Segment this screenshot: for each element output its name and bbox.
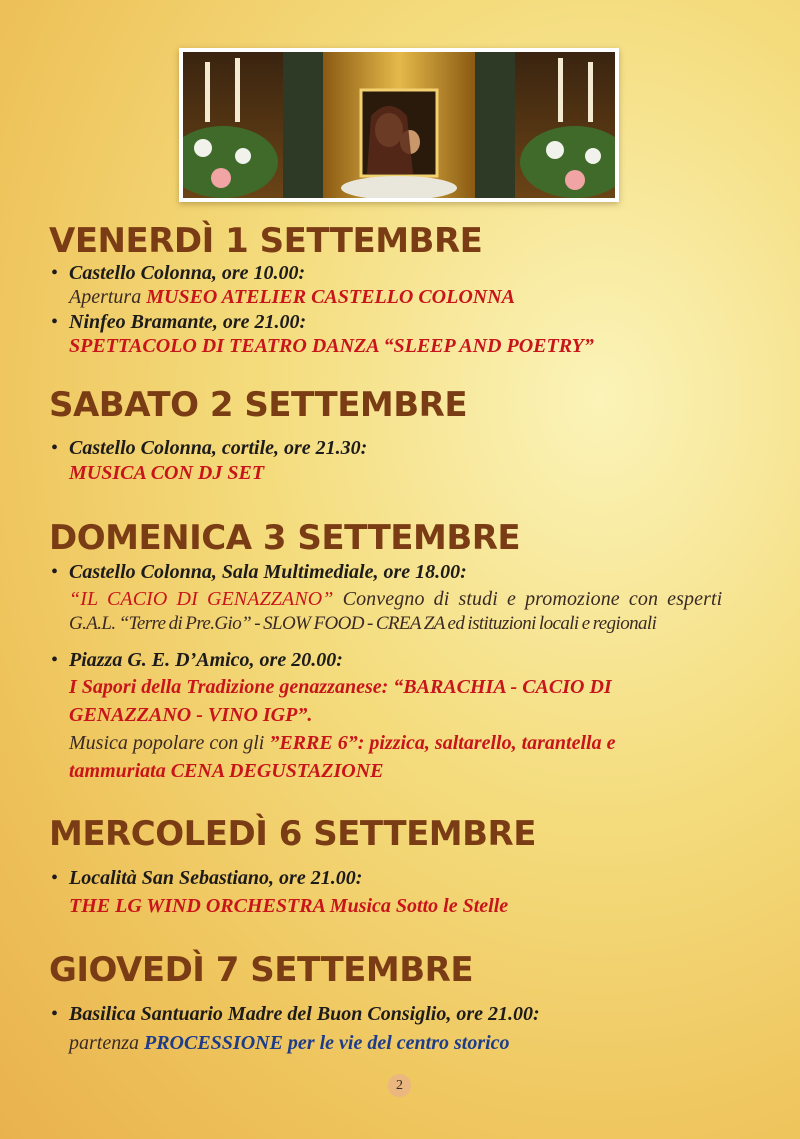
day-heading-saturday: SABATO 2 SETTEMBRE [49,385,468,425]
event-saturday-1-place: • Castello Colonna, cortile, ore 21.30: [51,437,368,459]
event-sunday-1-place: • Castello Colonna, Sala Multimediale, ore 18.00: [51,561,467,583]
day-heading-sunday: DOMENICA 3 SETTEMBRE [49,518,521,558]
event-wednesday-1-detail: THE LG WIND ORCHESTRA Musica Sotto le Stelle [69,895,509,917]
event-friday-2-detail: SPETTACOLO DI TEATRO DANZA “SLEEP AND POETRY” [69,335,594,357]
event-sunday-2-title-1: I Sapori della Tradizione genazzanese: “BARACHIA - CACIO DI [69,676,612,698]
bullet-icon: • [51,311,59,333]
event-friday-1-detail: Apertura MUSEO ATELIER CASTELLO COLONNA [69,286,515,308]
event-sunday-2-music: Musica popolare con gli ”ERRE 6”: pizzica, saltarello, tarantella e [69,732,616,754]
event-thursday-1-place: • Basilica Santuario Madre del Buon Consiglio, ore 21.00: [51,1003,540,1025]
event-sunday-1-partners: G.A.L. “Terre di Pre.Gio” - SLOW FOOD - CREA ZA ed istituzioni locali e regionali [69,613,657,634]
bullet-icon: • [51,561,59,583]
bullet-icon: • [51,262,59,284]
event-saturday-1-detail: MUSICA CON DJ SET [69,462,265,484]
event-sunday-2-place: • Piazza G. E. D’Amico, ore 20.00: [51,649,343,671]
day-heading-friday: VENERDÌ 1 SETTEMBRE [49,221,483,261]
event-friday-1-place: • Castello Colonna, ore 10.00: [51,262,306,284]
day-heading-thursday: GIOVEDÌ 7 SETTEMBRE [49,950,474,990]
bullet-icon: • [51,649,59,671]
event-wednesday-1-place: • Località San Sebastiano, ore 21.00: [51,867,363,889]
day-heading-wednesday: MERCOLEDÌ 6 SETTEMBRE [49,814,536,854]
event-friday-2-place: • Ninfeo Bramante, ore 21.00: [51,311,307,333]
altar-photo [179,48,619,202]
event-sunday-2-title-2: GENAZZANO - VINO IGP”. [69,704,313,726]
bullet-icon: • [51,437,59,459]
event-thursday-1-detail: partenza PROCESSIONE per le vie del centro storico [69,1032,510,1054]
bullet-icon: • [51,1003,59,1025]
event-sunday-2-music-2: tammuriata CENA DEGUSTAZIONE [69,760,384,782]
page-number: 2 [388,1074,411,1097]
event-sunday-1-detail: “IL CACIO DI GENAZZANO” Convegno di studi e promozione con esperti [69,588,723,610]
altar-image-icon [183,52,615,198]
bullet-icon: • [51,867,59,889]
